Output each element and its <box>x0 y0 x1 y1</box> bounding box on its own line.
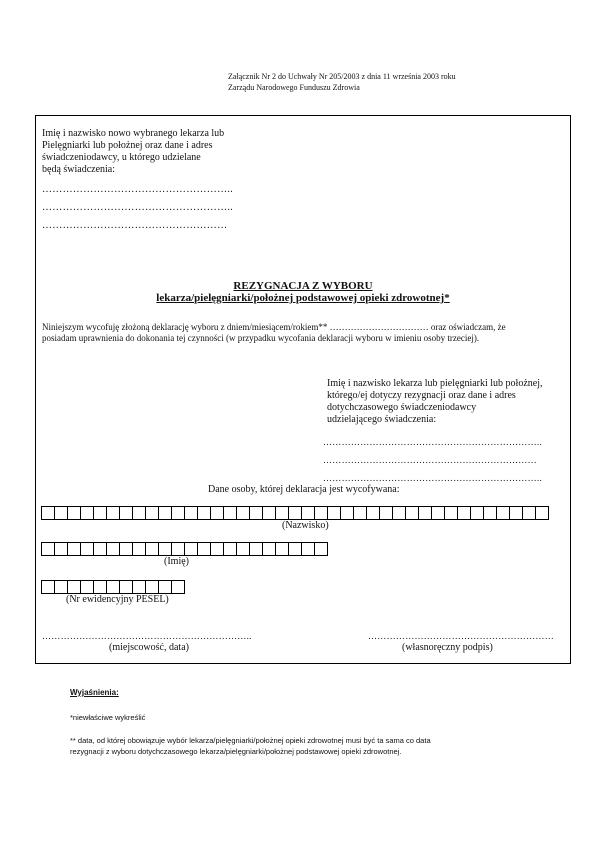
statement <box>42 322 572 344</box>
surname-char-box[interactable] <box>236 506 250 520</box>
name-char-box[interactable] <box>106 542 120 556</box>
surname-char-box[interactable] <box>132 506 146 520</box>
fill-line[interactable]: ……………………………………………… <box>42 220 228 231</box>
name-char-box[interactable] <box>223 542 237 556</box>
name-boxes[interactable] <box>41 542 327 556</box>
surname-char-box[interactable] <box>249 506 263 520</box>
previous-doctor-label-line: dotychczasowego świadczeniodawcy <box>327 402 477 413</box>
name-char-box[interactable] <box>80 542 94 556</box>
surname-char-box[interactable] <box>340 506 354 520</box>
surname-char-box[interactable] <box>275 506 289 520</box>
pesel-boxes[interactable] <box>41 580 184 594</box>
previous-doctor-label <box>327 378 542 426</box>
pesel-digit-box[interactable] <box>119 580 133 594</box>
new-doctor-label-line: Pielęgniarki lub położnej oraz dane i adres <box>42 140 213 151</box>
previous-doctor-label-line: Imię i nazwisko lekarza lub pielęgniarki lub położnej, <box>327 378 543 389</box>
surname-char-box[interactable] <box>418 506 432 520</box>
previous-doctor-fill-lines[interactable] <box>323 433 542 487</box>
fill-line[interactable]: ……………………………………………….. <box>42 202 233 213</box>
previous-doctor-label-line: którego/ej dotyczy rezygnacji oraz dane i adres <box>327 390 516 401</box>
surname-char-box[interactable] <box>223 506 237 520</box>
name-char-box[interactable] <box>145 542 159 556</box>
pesel-digit-box[interactable] <box>67 580 81 594</box>
fill-line[interactable]: …………………………………………………………… <box>323 455 537 465</box>
fill-line[interactable]: …………………………………………………………….. <box>323 473 542 483</box>
surname-char-box[interactable] <box>210 506 224 520</box>
title-line-1: REZYGNACJA Z WYBORU <box>233 280 373 292</box>
footnote-1: *niewłaściwe wykreślić <box>70 713 146 722</box>
surname-char-box[interactable] <box>54 506 68 520</box>
new-doctor-label-line: świadczeniodawcy, u którego udzielane <box>42 152 201 163</box>
surname-char-box[interactable] <box>314 506 328 520</box>
name-char-box[interactable] <box>249 542 263 556</box>
name-char-box[interactable] <box>236 542 250 556</box>
pesel-digit-box[interactable] <box>158 580 172 594</box>
surname-char-box[interactable] <box>379 506 393 520</box>
pesel-digit-box[interactable] <box>132 580 146 594</box>
surname-char-box[interactable] <box>405 506 419 520</box>
surname-char-box[interactable] <box>366 506 380 520</box>
name-char-box[interactable] <box>93 542 107 556</box>
surname-char-box[interactable] <box>41 506 55 520</box>
new-doctor-fill-lines[interactable] <box>42 181 233 235</box>
surname-char-box[interactable] <box>327 506 341 520</box>
footnote-2-line: ** data, od której obowiązuje wybór lekarza/pielęgniarki/położnej opieki zdrowotnej musi być ta sama co data <box>70 736 431 745</box>
signature-fill-line[interactable]: …………………………………………………… <box>368 631 554 641</box>
form-title <box>36 280 570 304</box>
name-char-box[interactable] <box>210 542 224 556</box>
surname-char-box[interactable] <box>431 506 445 520</box>
person-heading: Dane osoby, której deklaracja jest wycofywana: <box>208 484 400 495</box>
surname-char-box[interactable] <box>470 506 484 520</box>
name-char-box[interactable] <box>158 542 172 556</box>
name-char-box[interactable] <box>197 542 211 556</box>
pesel-digit-box[interactable] <box>145 580 159 594</box>
surname-char-box[interactable] <box>444 506 458 520</box>
previous-doctor-label-line: udzielającego świadczenia: <box>327 414 437 425</box>
footnote-2 <box>70 735 431 757</box>
name-char-box[interactable] <box>184 542 198 556</box>
surname-char-box[interactable] <box>197 506 211 520</box>
pesel-digit-box[interactable] <box>54 580 68 594</box>
name-char-box[interactable] <box>301 542 315 556</box>
surname-char-box[interactable] <box>119 506 133 520</box>
fill-line[interactable]: ……………………………………………….. <box>42 184 233 195</box>
surname-label: (Nazwisko) <box>282 520 329 531</box>
new-doctor-label-line: będą świadczenia: <box>42 164 116 175</box>
surname-char-box[interactable] <box>496 506 510 520</box>
surname-char-box[interactable] <box>106 506 120 520</box>
surname-char-box[interactable] <box>353 506 367 520</box>
name-char-box[interactable] <box>314 542 328 556</box>
surname-char-box[interactable] <box>509 506 523 520</box>
surname-char-box[interactable] <box>80 506 94 520</box>
name-char-box[interactable] <box>262 542 276 556</box>
name-char-box[interactable] <box>54 542 68 556</box>
explanations-heading: Wyjaśnienia: <box>70 688 119 697</box>
surname-char-box[interactable] <box>483 506 497 520</box>
pesel-digit-box[interactable] <box>41 580 55 594</box>
new-doctor-label-line: Imię i nazwisko nowo wybranego lekarza lub <box>42 128 225 139</box>
footnote-2-line: rezygnacji z wyboru dotychczasowego lekarza/pielęgniarki/położnej podstawowej opieki zdrowotnej. <box>70 747 402 756</box>
surname-char-box[interactable] <box>262 506 276 520</box>
name-char-box[interactable] <box>171 542 185 556</box>
name-char-box[interactable] <box>132 542 146 556</box>
surname-char-box[interactable] <box>288 506 302 520</box>
pesel-digit-box[interactable] <box>106 580 120 594</box>
place-date-label: (miejscowość, data) <box>109 642 189 653</box>
surname-char-box[interactable] <box>522 506 536 520</box>
header-line-1: Załącznik Nr 2 do Uchwały Nr 205/2003 z dnia 11 września 2003 roku <box>228 72 456 81</box>
signature-label: (własnoręczny podpis) <box>402 642 493 653</box>
pesel-digit-box[interactable] <box>80 580 94 594</box>
surname-char-box[interactable] <box>93 506 107 520</box>
surname-char-box[interactable] <box>392 506 406 520</box>
pesel-digit-box[interactable] <box>93 580 107 594</box>
new-doctor-label <box>42 128 224 176</box>
statement-line-2: posiadam uprawnienia do dokonania tej czynności (w przypadku wycofania deklaracji wyboru w imieniu osoby trzeciej). <box>42 333 480 343</box>
surname-char-box[interactable] <box>145 506 159 520</box>
name-char-box[interactable] <box>67 542 81 556</box>
surname-char-box[interactable] <box>535 506 549 520</box>
pesel-label: (Nr ewidencyjny PESEL) <box>66 594 169 605</box>
statement-line-1: Niniejszym wycofuję złożoną deklarację wyboru z dniem/miesiącem/rokiem** …………………………… oraz oświadczam, że <box>42 322 506 332</box>
header-line-2: Zarządu Narodowego Funduszu Zdrowia <box>228 83 360 92</box>
surname-char-box[interactable] <box>67 506 81 520</box>
document-header <box>228 71 456 93</box>
name-char-box[interactable] <box>41 542 55 556</box>
surname-char-box[interactable] <box>301 506 315 520</box>
surname-boxes[interactable] <box>41 506 548 520</box>
name-char-box[interactable] <box>288 542 302 556</box>
surname-char-box[interactable] <box>457 506 471 520</box>
place-date-fill-line[interactable]: ………………………………………………………….. <box>42 631 252 641</box>
title-line-2: lekarza/pielęgniarki/położnej podstawowej opieki zdrowotnej* <box>156 292 450 304</box>
name-char-box[interactable] <box>275 542 289 556</box>
pesel-digit-box[interactable] <box>171 580 185 594</box>
fill-line[interactable]: …………………………………………………………….. <box>323 437 542 447</box>
surname-char-box[interactable] <box>184 506 198 520</box>
name-char-box[interactable] <box>119 542 133 556</box>
surname-char-box[interactable] <box>158 506 172 520</box>
surname-char-box[interactable] <box>171 506 185 520</box>
name-label: (Imię) <box>164 556 189 567</box>
